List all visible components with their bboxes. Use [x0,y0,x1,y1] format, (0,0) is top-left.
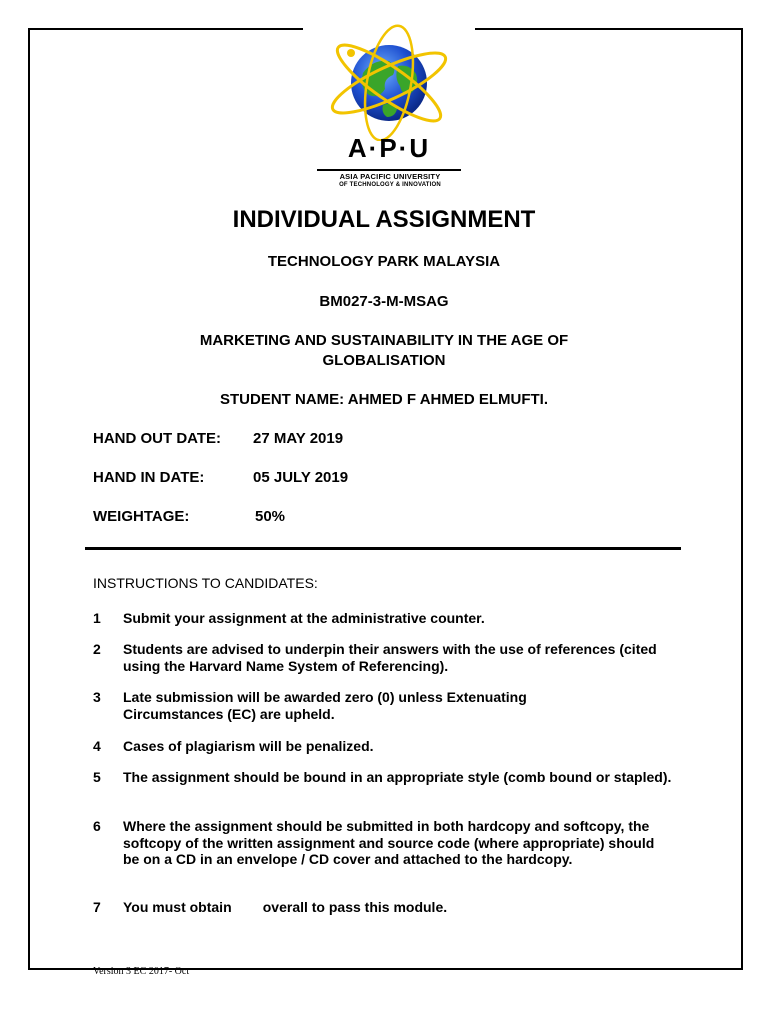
instruction-text: Where the assignment should be submitted in both hardcopy and softcopy, the softcopy of the written assignment and source code (where appropriate) should be on a CD in an envelope / CD cover and attached to the hardcopy. [123,818,655,867]
instruction-number: 6 [93,818,101,834]
hand-in-label: HAND IN DATE: [93,469,205,486]
logo-university-subtitle: OF TECHNOLOGY & INNOVATION [339,182,441,188]
instruction-text: Cases of plagiarism will be penalized. [123,738,374,754]
hand-out-row [93,430,344,447]
globe-icon [303,21,475,141]
instruction-text: Late submission will be awarded zero (0) unless Extenuating Circumstances (EC) are upheld. [123,689,527,722]
apu-logo [303,21,475,188]
page-title: INDIVIDUAL ASSIGNMENT [232,206,536,233]
version-footer: Version 3 EC 2017- Oct [93,966,190,977]
module-name [0,331,768,371]
weightage-label: WEIGHTAGE: [93,508,190,525]
weightage-value: 50% [255,508,286,525]
instruction-number: 5 [93,769,101,785]
hand-in-value: 05 JULY 2019 [253,469,349,486]
instruction-text: You must obtain overall to pass this module. [123,899,448,915]
hand-out-value: 27 MAY 2019 [253,430,344,447]
section-divider [85,547,681,550]
apu-letters: A·P·U [347,133,431,163]
module-name-line2: GLOBALISATION [322,352,446,369]
hand-out-label: HAND OUT DATE: [93,430,222,447]
hand-in-row [93,469,349,486]
instruction-number: 3 [93,689,101,705]
instructions-heading: INSTRUCTIONS TO CANDIDATES: [93,575,318,591]
weightage-row [93,508,286,525]
instruction-text: The assignment should be bound in an appropriate style (comb bound or stapled). [123,769,672,785]
module-name-line1: MARKETING AND SUSTAINABILITY IN THE AGE OF [199,332,569,349]
logo-university-name: ASIA PACIFIC UNIVERSITY [339,172,441,181]
module-code: BM027-3-M-MSAG [319,293,449,310]
instruction-number: 2 [93,641,101,657]
instruction-number: 1 [93,610,101,626]
student-name: STUDENT NAME: AHMED F AHMED ELMUFTI. [219,391,549,408]
instruction-number: 7 [93,899,101,915]
campus-name: TECHNOLOGY PARK MALAYSIA [267,253,501,270]
logo-rule [317,169,461,171]
instruction-number: 4 [93,738,101,754]
instruction-text: Submit your assignment at the administrative counter. [123,610,485,626]
instruction-text: Students are advised to underpin their answers with the use of references (cited using the Harvard Name System of Referencing). [123,641,657,674]
